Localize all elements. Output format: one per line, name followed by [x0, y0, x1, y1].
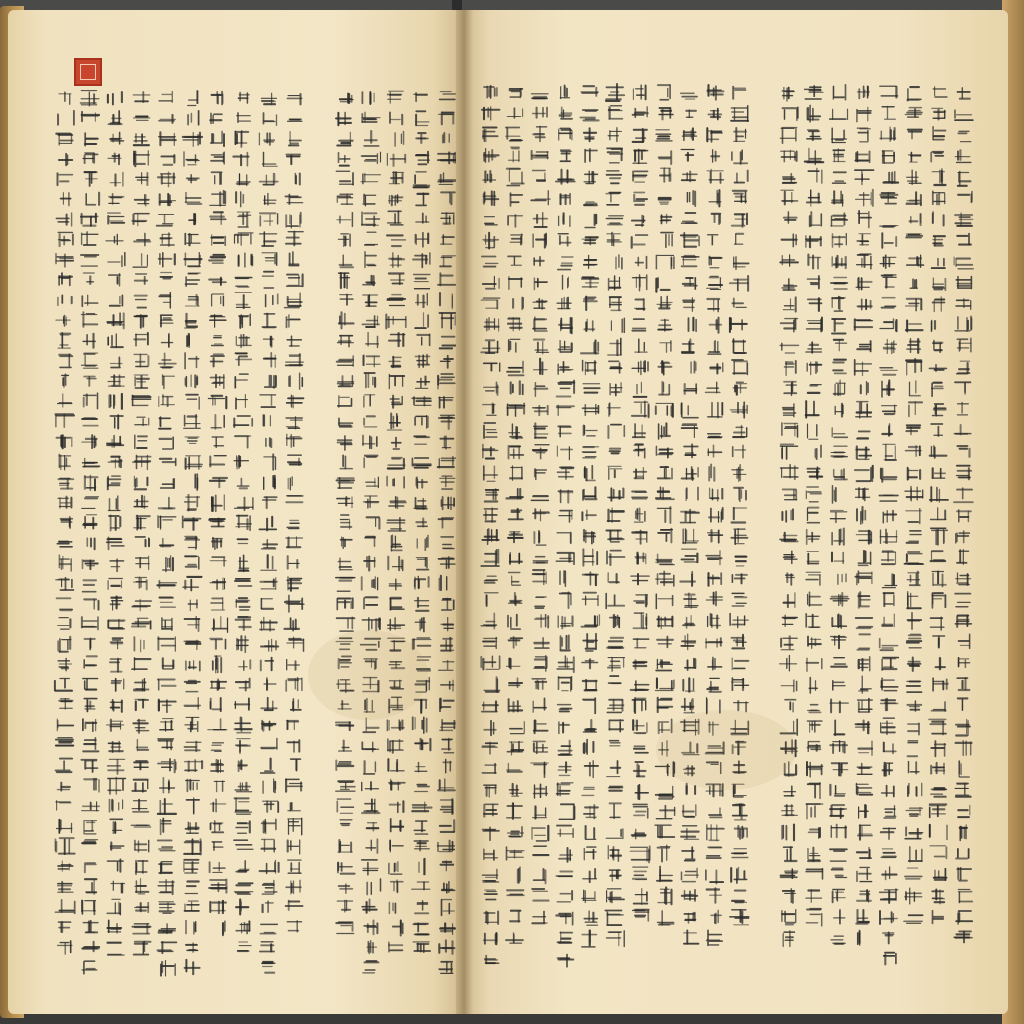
- text-column: [183, 91, 202, 974]
- text-column: [680, 93, 699, 943]
- text-column: [506, 89, 525, 944]
- right-page-vertical-text: [456, 10, 1008, 1014]
- text-column: [55, 92, 75, 954]
- text-column: [336, 94, 355, 934]
- text-column: [208, 92, 228, 936]
- text-column: [531, 94, 550, 924]
- text-column: [106, 92, 125, 955]
- text-column: [386, 91, 406, 952]
- left-page-vertical-text: [8, 10, 470, 1014]
- book-gutter: [455, 10, 473, 1014]
- text-column: [234, 93, 254, 952]
- right-page: [456, 10, 1008, 1014]
- text-column: [655, 85, 675, 925]
- text-column: [412, 93, 432, 952]
- text-column: [285, 94, 304, 932]
- text-column: [438, 92, 457, 974]
- text-column: [830, 85, 849, 944]
- text-column: [259, 93, 278, 972]
- text-column: [630, 85, 650, 921]
- text-column: [580, 86, 599, 947]
- text-column: [157, 92, 177, 976]
- text-column: [361, 92, 381, 973]
- text-column: [879, 86, 898, 964]
- text-column: [481, 86, 500, 963]
- red-seal-stamp: [74, 58, 102, 86]
- left-page: [8, 10, 470, 1014]
- text-column: [929, 87, 948, 924]
- text-column: [805, 86, 824, 926]
- text-column: [706, 85, 724, 945]
- paper-stain: [656, 710, 796, 790]
- text-column: [954, 88, 973, 943]
- text-column: [131, 92, 151, 955]
- paper-stain: [308, 630, 428, 720]
- text-column: [605, 84, 624, 947]
- text-column: [556, 86, 575, 967]
- text-column: [855, 86, 874, 945]
- text-column: [780, 88, 799, 947]
- text-column: [81, 91, 100, 974]
- text-column: [904, 87, 924, 923]
- text-column: [730, 87, 749, 925]
